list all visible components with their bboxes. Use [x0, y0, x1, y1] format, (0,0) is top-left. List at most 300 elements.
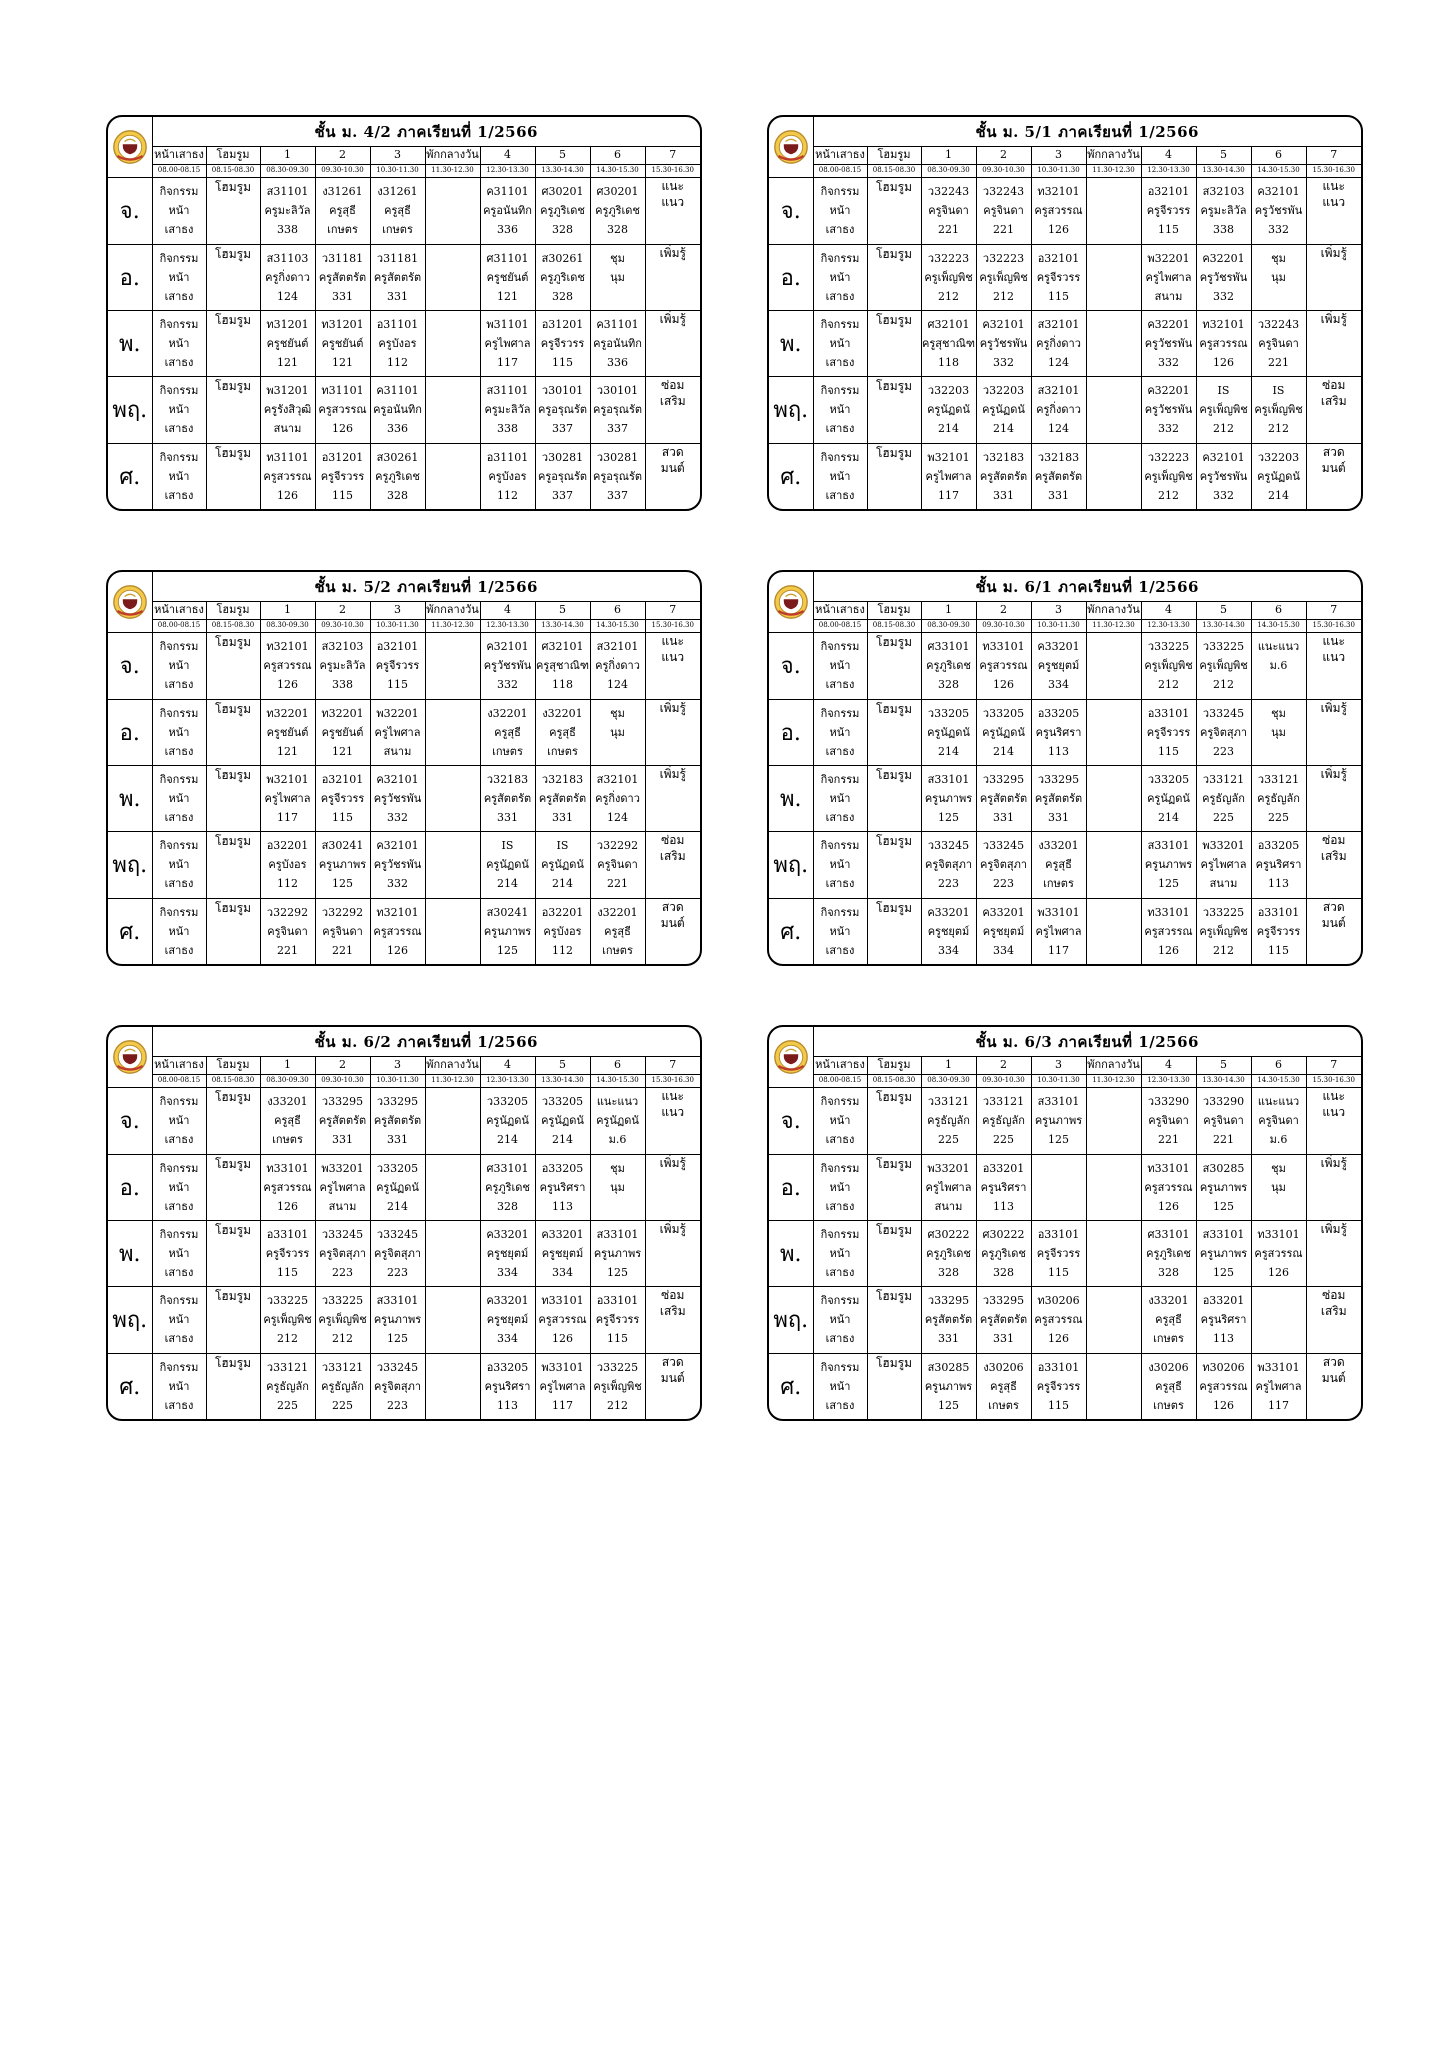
subject-cell: [1141, 178, 1196, 244]
subject-cell: [535, 633, 590, 699]
subject-code: ค33201: [927, 905, 970, 919]
flag-activity-cell: [813, 244, 867, 310]
room-number: 223: [993, 877, 1014, 891]
period-header: หน้าเสาธง: [152, 147, 206, 165]
room-number: 225: [938, 1133, 959, 1147]
time-header: 11.30-12.30: [1086, 1074, 1141, 1087]
time-header: 13.30-14.30: [535, 619, 590, 632]
room-number: 126: [552, 1332, 573, 1346]
subject-cell: [370, 1220, 425, 1286]
subject-cell: [370, 898, 425, 964]
room-number: เกษตร: [1153, 1398, 1184, 1412]
activity-line: แนะ: [1322, 179, 1345, 194]
day-label: อ.: [108, 699, 152, 765]
day-row: [769, 377, 1361, 443]
teacher-name: ครูภูริเดช: [540, 204, 585, 218]
room-number: เกษตร: [492, 744, 523, 758]
subject-cell: [370, 310, 425, 376]
subject-code: พ32101: [927, 450, 970, 464]
subject-code: ว33225: [321, 1294, 364, 1308]
subject-code: พ33101: [541, 1360, 584, 1374]
flag-activity-line: หน้า: [168, 725, 190, 739]
homeroom-label: โฮมรูม: [214, 312, 252, 327]
period-header: 6: [590, 602, 645, 620]
subject-code: ท30206: [1037, 1294, 1080, 1308]
room-number: 212: [1213, 422, 1234, 436]
subject-cell: [921, 310, 976, 376]
lunch-break-cell: [1086, 832, 1141, 898]
flag-activity-cell: [152, 699, 206, 765]
teacher-name: ครูสัตตรัต: [924, 1313, 973, 1327]
time-header: 15.30-16.30: [645, 164, 700, 177]
flag-activity-line: กิจกรรม: [159, 251, 199, 265]
room-number: 212: [1268, 422, 1289, 436]
teacher-name: ครูสัตตรัต: [979, 1313, 1028, 1327]
teacher-name: ครูเพ็ญพิช: [979, 270, 1028, 284]
room-number: 121: [332, 744, 353, 758]
teacher-name: นุม: [610, 725, 625, 739]
teacher-name: ครูนริศรา: [539, 1180, 586, 1194]
teacher-name: ครูไพศาล: [484, 337, 531, 351]
room-number: 126: [1158, 1199, 1179, 1213]
teacher-name: ครูนัฏดนั: [486, 1114, 529, 1128]
homeroom-cell: [867, 765, 921, 831]
activity-line: สวด: [1322, 444, 1345, 459]
teacher-name: ครูวัชรพัน: [1254, 204, 1303, 218]
subject-code: ส30241: [486, 905, 529, 919]
room-number: 334: [552, 1266, 573, 1280]
day-label: พ.: [108, 765, 152, 831]
subject-code: ว32223: [927, 251, 970, 265]
day-row: [769, 1353, 1361, 1419]
homeroom-cell: [867, 377, 921, 443]
subject-cell: [260, 244, 315, 310]
teacher-name: ครูนัฏดนั: [927, 403, 970, 417]
day-row: [108, 1088, 700, 1154]
timetable-grid: [108, 117, 700, 509]
subject-code: ชุม: [610, 1161, 625, 1175]
time-header: 09.30-10.30: [976, 164, 1031, 177]
room-number: 337: [552, 488, 573, 502]
teacher-name: ครูวัชรพัน: [1199, 469, 1248, 483]
room-number: 212: [277, 1332, 298, 1346]
subject-code: ง33201: [1148, 1294, 1189, 1308]
day-row: [769, 765, 1361, 831]
homeroom-cell: [206, 244, 260, 310]
time-header: 09.30-10.30: [315, 619, 370, 632]
flag-activity-cell: [152, 1353, 206, 1419]
subject-cell: [976, 1287, 1031, 1353]
activity-line: แนะ: [1322, 634, 1345, 649]
day-row: [108, 1220, 700, 1286]
room-number: 331: [1048, 811, 1069, 825]
subject-code: ศ33101: [486, 1161, 529, 1175]
teacher-name: ครูอนันทิก: [593, 337, 642, 351]
lunch-break-cell: [425, 1154, 480, 1220]
time-header: 11.30-12.30: [425, 1074, 480, 1087]
flag-activity-cell: [152, 765, 206, 831]
period-header: 3: [370, 147, 425, 165]
flag-activity-line: หน้า: [829, 270, 851, 284]
period7-activity-cell: [645, 633, 700, 699]
subject-code: ท30206: [1202, 1360, 1245, 1374]
school-emblem-icon: [112, 129, 148, 165]
homeroom-cell: [206, 1220, 260, 1286]
title-row: [769, 117, 1361, 147]
homeroom-cell: [867, 1220, 921, 1286]
room-number: เกษตร: [602, 943, 633, 957]
flag-activity-line: เสาธง: [164, 744, 194, 758]
class-timetable: [767, 570, 1363, 966]
teacher-name: ครูสุธี: [384, 204, 411, 218]
teacher-name: ครูจิตสุภา: [980, 858, 1027, 872]
flag-activity-line: กิจกรรม: [820, 251, 860, 265]
teacher-name: นุม: [1271, 270, 1286, 284]
homeroom-cell: [206, 443, 260, 509]
teacher-name: ครูไพศาล: [1035, 924, 1082, 938]
day-row: [769, 1220, 1361, 1286]
room-number: 124: [1048, 356, 1069, 370]
teacher-name: ครูนภาพร: [1199, 1247, 1248, 1261]
subject-cell: [1196, 832, 1251, 898]
period-header: โฮมรูม: [206, 1057, 260, 1075]
subject-cell: [315, 377, 370, 443]
flag-activity-line: หน้า: [829, 725, 851, 739]
flag-activity-line: หน้า: [829, 403, 851, 417]
homeroom-label: โฮมรูม: [875, 900, 913, 915]
teacher-name: ครูภูริเดช: [375, 469, 420, 483]
subject-code: อ31101: [486, 450, 529, 464]
time-header: 09.30-10.30: [315, 164, 370, 177]
timetable-title: ชั้น ม. 5/1 ภาคเรียนที่ 1/2566: [813, 117, 1361, 147]
homeroom-cell: [206, 765, 260, 831]
room-number: 212: [332, 1332, 353, 1346]
lunch-break-cell: [425, 898, 480, 964]
subject-code: ค32201: [1147, 384, 1190, 398]
teacher-name: ครูสวรรณ: [979, 659, 1028, 673]
subject-code: ว32183: [486, 773, 529, 787]
room-number: สนาม: [1154, 289, 1183, 303]
lunch-break-cell: [425, 1220, 480, 1286]
teacher-name: ครูธัญลัก: [321, 1379, 364, 1393]
teacher-name: ครูไพศาล: [1255, 1379, 1302, 1393]
flag-activity-line: เสาธง: [825, 1199, 855, 1213]
flag-activity-line: กิจกรรม: [159, 839, 199, 853]
room-number: 214: [938, 422, 959, 436]
homeroom-label: โฮมรูม: [875, 445, 913, 460]
teacher-name: ครูนัฏดนั: [1147, 792, 1190, 806]
flag-activity-line: กิจกรรม: [159, 384, 199, 398]
lunch-break-cell: [425, 443, 480, 509]
period7-activity-cell: [1306, 310, 1361, 376]
flag-activity-cell: [152, 832, 206, 898]
period-header: 5: [1196, 602, 1251, 620]
room-number: 337: [607, 488, 628, 502]
subject-cell: [921, 832, 976, 898]
day-row: [108, 178, 700, 244]
teacher-name: ครูวัชรพัน: [979, 337, 1028, 351]
subject-code: ว32223: [1147, 450, 1190, 464]
subject-cell: [590, 1220, 645, 1286]
time-header: 11.30-12.30: [425, 619, 480, 632]
subject-code: ศ32101: [541, 640, 584, 654]
subject-code: ว33121: [321, 1360, 364, 1374]
time-header: 13.30-14.30: [1196, 1074, 1251, 1087]
subject-code: ชุม: [610, 251, 625, 265]
subject-code: อ31101: [376, 318, 419, 332]
period7-activity-cell: [645, 898, 700, 964]
period7-activity-cell: [645, 765, 700, 831]
room-number: 117: [1048, 943, 1069, 957]
flag-activity-line: หน้า: [168, 270, 190, 284]
subject-code: IS: [556, 839, 569, 853]
activity-line: ซ่อม: [661, 1288, 685, 1303]
subject-cell: [976, 699, 1031, 765]
room-number: [1252, 742, 1306, 761]
room-number: 221: [1158, 1133, 1179, 1147]
teacher-name: ครูมะลิวัล: [319, 659, 366, 673]
room-number: 115: [277, 1266, 298, 1280]
lunch-break-cell: [425, 832, 480, 898]
teacher-name: ครูสุธี: [604, 924, 631, 938]
school-logo: [769, 1027, 813, 1088]
time-header: 08.30-09.30: [260, 619, 315, 632]
subject-cell: [535, 898, 590, 964]
lunch-break-cell: [1086, 1154, 1141, 1220]
flag-activity-line: เสาธง: [825, 877, 855, 891]
subject-cell: [1251, 1154, 1306, 1220]
room-number: สนาม: [328, 1199, 357, 1213]
teacher-name: ครูสุธี: [494, 725, 521, 739]
homeroom-label: โฮมรูม: [875, 1289, 913, 1304]
time-header: 11.30-12.30: [425, 164, 480, 177]
teacher-name: [1032, 1178, 1086, 1197]
period-header: โฮมรูม: [867, 147, 921, 165]
period-header: พักกลางวัน: [1086, 1057, 1141, 1075]
title-row: [769, 1027, 1361, 1057]
subject-code: อ32101: [1037, 251, 1080, 265]
subject-cell: [590, 178, 645, 244]
time-header: 14.30-15.30: [1251, 164, 1306, 177]
teacher-name: นุม: [610, 270, 625, 284]
subject-code: อ33201: [982, 1161, 1025, 1175]
room-number: 223: [938, 877, 959, 891]
day-label: ศ.: [108, 898, 152, 964]
subject-cell: [260, 898, 315, 964]
class-timetable: [106, 570, 702, 966]
flag-activity-cell: [813, 1287, 867, 1353]
class-timetable: [106, 115, 702, 511]
subject-cell: [1141, 244, 1196, 310]
day-label: จ.: [769, 178, 813, 244]
title-row: [108, 572, 700, 602]
subject-cell: [1031, 443, 1086, 509]
teacher-name: ครูกิ่งดาว: [1036, 403, 1081, 417]
room-number: 117: [938, 488, 959, 502]
subject-code: ท32101: [1037, 185, 1080, 199]
room-number: 332: [1158, 422, 1179, 436]
subject-cell: [1251, 1353, 1306, 1419]
homeroom-cell: [867, 1154, 921, 1220]
subject-code: ค33201: [541, 1228, 584, 1242]
period7-activity-cell: [1306, 898, 1361, 964]
subject-cell: [590, 310, 645, 376]
homeroom-cell: [206, 898, 260, 964]
subject-cell: [315, 1154, 370, 1220]
subject-cell: [370, 699, 425, 765]
title-row: [108, 1027, 700, 1057]
subject-code: อ33101: [1037, 1228, 1080, 1242]
subject-code: อ33205: [486, 1360, 529, 1374]
flag-activity-line: เสาธง: [164, 488, 194, 502]
room-number: 214: [938, 744, 959, 758]
room-number: 125: [1048, 1133, 1069, 1147]
subject-cell: [976, 1220, 1031, 1286]
teacher-name: ครูอนันทิก: [483, 204, 532, 218]
teacher-name: ครูสัตตรัต: [373, 1114, 422, 1128]
flag-activity-line: กิจกรรม: [820, 640, 860, 654]
flag-activity-line: หน้า: [168, 469, 190, 483]
subject-code: ท33101: [982, 640, 1025, 654]
room-number: 115: [1048, 289, 1069, 303]
flag-activity-line: กิจกรรม: [820, 1228, 860, 1242]
period7-activity-cell: [645, 1353, 700, 1419]
timetable-grid: [769, 1027, 1361, 1419]
time-header: 10.30-11.30: [370, 164, 425, 177]
room-number: 115: [1048, 1398, 1069, 1412]
subject-code: อ33205: [1037, 706, 1080, 720]
period-header: 1: [921, 1057, 976, 1075]
teacher-name: ครูเพ็ญพิช: [1144, 659, 1193, 673]
subject-cell: [370, 1088, 425, 1154]
subject-code: ว33295: [1037, 773, 1080, 787]
subject-cell: [480, 1220, 535, 1286]
subject-cell: [976, 765, 1031, 831]
class-timetable: [767, 115, 1363, 511]
subject-cell: [480, 1154, 535, 1220]
subject-code: ว33205: [376, 1161, 419, 1175]
teacher-name: ครูบังอร: [378, 337, 417, 351]
lunch-break-cell: [425, 1287, 480, 1353]
room-number: 336: [497, 223, 518, 237]
time-header: 08.00-08.15: [152, 164, 206, 177]
homeroom-cell: [206, 633, 260, 699]
subject-code: ว33121: [927, 1095, 970, 1109]
subject-cell: [370, 1353, 425, 1419]
room-number: 115: [552, 356, 573, 370]
teacher-name: ครูจีรวรร: [320, 469, 365, 483]
subject-code: ท33101: [266, 1161, 309, 1175]
activity-line: เพิ่มรู้: [659, 766, 686, 781]
teacher-name: ครูเพ็ญพิช: [1144, 469, 1193, 483]
room-number: 221: [607, 877, 628, 891]
period-header: 2: [315, 1057, 370, 1075]
lunch-break-cell: [1086, 898, 1141, 964]
teacher-name: ครูเพ็ญพิช: [263, 1313, 312, 1327]
teacher-name: ครูจีรวรร: [1146, 204, 1191, 218]
subject-code: ว32243: [982, 185, 1025, 199]
room-number: 124: [607, 678, 628, 692]
teacher-name: ครูสัตตรัต: [318, 1114, 367, 1128]
room-number: 117: [1268, 1398, 1289, 1412]
room-number: 338: [1213, 223, 1234, 237]
teacher-name: ครูสุธี: [549, 725, 576, 739]
period-header: 1: [921, 602, 976, 620]
flag-activity-line: เสาธง: [164, 223, 194, 237]
room-number: 331: [332, 1133, 353, 1147]
teacher-name: ครูสวรรณ: [1254, 1247, 1303, 1261]
period7-activity-cell: [1306, 1287, 1361, 1353]
subject-code: ท32101: [266, 640, 309, 654]
room-number: 115: [332, 811, 353, 825]
room-number: 126: [993, 678, 1014, 692]
day-label: ศ.: [108, 1353, 152, 1419]
teacher-name: ครูนัฏดนั: [982, 725, 1025, 739]
teacher-name: ครูชยุตม์: [541, 1247, 584, 1261]
homeroom-label: โฮมรูม: [875, 1355, 913, 1370]
time-header-row: [108, 619, 700, 632]
homeroom-cell: [867, 1088, 921, 1154]
teacher-name: ครูสุธี: [990, 1379, 1017, 1393]
subject-cell: [921, 1088, 976, 1154]
subject-code: ศ30201: [541, 185, 584, 199]
flag-activity-line: กิจกรรม: [820, 773, 860, 787]
school-logo: [769, 572, 813, 633]
room-number: สนาม: [934, 1199, 963, 1213]
flag-activity-line: หน้า: [168, 924, 190, 938]
teacher-name: ครูจินดา: [1203, 1114, 1244, 1128]
timetable-grid: [769, 572, 1361, 964]
period-header: 7: [645, 1057, 700, 1075]
room-number: [1252, 287, 1306, 306]
teacher-name: ครูบังอร: [268, 858, 307, 872]
timetable-grid: [108, 572, 700, 964]
teacher-name: ครูสุธี: [274, 1114, 301, 1128]
subject-code: ค32101: [982, 318, 1025, 332]
day-row: [769, 832, 1361, 898]
day-label: อ.: [769, 1154, 813, 1220]
subject-code: ท31201: [266, 318, 309, 332]
subject-cell: [1251, 178, 1306, 244]
room-number: 331: [497, 811, 518, 825]
subject-cell: [1251, 310, 1306, 376]
room-number: 115: [1158, 223, 1179, 237]
subject-code: อ33101: [1257, 905, 1300, 919]
subject-cell: [590, 699, 645, 765]
subject-code: ส32103: [1202, 185, 1245, 199]
activity-line: เพิ่มรู้: [659, 1221, 686, 1236]
period-header: 1: [921, 147, 976, 165]
period7-activity-cell: [645, 1154, 700, 1220]
lunch-break-cell: [1086, 765, 1141, 831]
period7-activity-cell: [1306, 377, 1361, 443]
flag-activity-cell: [813, 178, 867, 244]
teacher-name: ครูนภาพร: [483, 924, 532, 938]
period-header: 1: [260, 147, 315, 165]
flag-activity-line: หน้า: [168, 1180, 190, 1194]
subject-cell: [976, 1154, 1031, 1220]
subject-code: ค31101: [596, 318, 639, 332]
subject-code: ส32101: [1037, 318, 1080, 332]
subject-code: ง33201: [1038, 839, 1079, 853]
room-number: เกษตร: [382, 223, 413, 237]
room-number: 331: [938, 1332, 959, 1346]
subject-code: ส31103: [266, 251, 309, 265]
room-number: 125: [1213, 1266, 1234, 1280]
lunch-break-cell: [1086, 310, 1141, 376]
subject-cell: [1031, 1088, 1086, 1154]
flag-activity-line: เสาธง: [164, 289, 194, 303]
